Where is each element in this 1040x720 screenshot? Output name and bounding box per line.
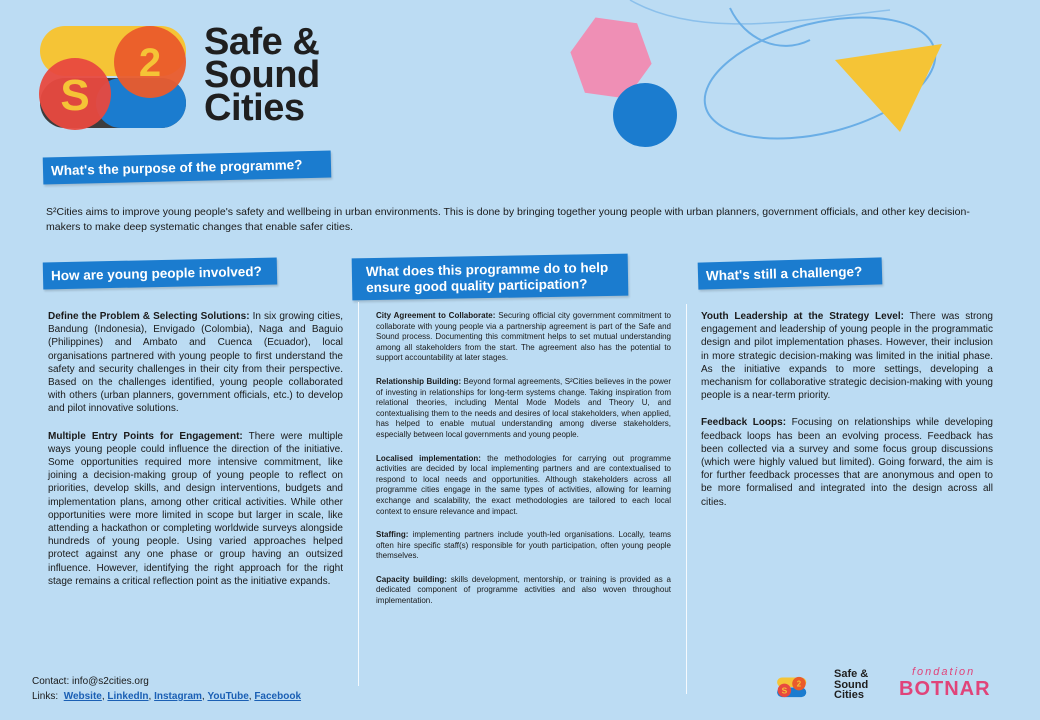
involved-heading: How are young people involved?	[43, 258, 278, 290]
quality-paragraph	[376, 575, 671, 607]
challenge-paragraph	[701, 310, 993, 402]
decorative-shapes	[540, 0, 1010, 160]
links-row	[32, 689, 301, 704]
paragraph-heading: Define the Problem & Selecting Solutions:	[48, 311, 250, 322]
footer-logo-line-2: Sound	[834, 678, 869, 691]
link-youtube[interactable]: YouTube	[207, 691, 249, 702]
purpose-text: S²Cities aims to improve young people's safety and wellbeing in urban environments. This is done by bringing together young people with urban planners, government officials, and other key decision-makers to make deep systematic changes that enable safer cities.	[46, 206, 970, 233]
footer-logo-line-3: Cities	[834, 689, 864, 701]
paragraph-heading: Relationship Building:	[376, 376, 462, 386]
logo-2-glyph: 2	[138, 41, 162, 85]
contact-email: Contact: info@s2cities.org	[32, 676, 149, 687]
logo-s-glyph: S	[60, 71, 90, 120]
quality-paragraph	[376, 377, 671, 441]
quality-heading: What does this programme do to help ensure good quality participation?	[352, 254, 629, 301]
quality-paragraph	[376, 530, 671, 562]
link-linkedin[interactable]: LinkedIn	[107, 691, 149, 702]
s2cities-logo-mark	[38, 22, 188, 132]
logo-line-1: Safe &	[204, 21, 320, 63]
blue-circle	[613, 83, 677, 147]
link-instagram[interactable]: Instagram	[154, 691, 202, 702]
paragraph-body: There was strong engagement and leadership of young people in the programmatic design and pilot implementation phases. However, their inclusion in more strategic decision-making was limited in the initial phase. As the initiative expands to more settings, developing a mechanism for collaborative strategic decision-making with young people is a near-term priority.	[701, 311, 993, 402]
yellow-triangle	[835, 44, 942, 132]
links-label: Links:	[32, 691, 59, 702]
quality-column	[376, 311, 671, 620]
botnar-logo: BOTNAR	[899, 678, 991, 700]
logo-line-3: Cities	[204, 87, 305, 129]
paragraph-body: implementing partners include youth-led organisations. Locally, teams often hire specific staff(s) responsible for youth participation, often young people themselves.	[376, 530, 671, 561]
column-divider	[358, 302, 359, 686]
paragraph-body: skills development, mentorship, or training is provided as a dedicated component of programme activities and also woven throughout implementation.	[376, 574, 671, 606]
link-separator: ,	[101, 691, 105, 702]
footer-s2cities-logo-mark	[776, 667, 832, 707]
paragraph-body: There were multiple ways young people could influence the direction of the initiative. Some opportunities required more intensive commitment, like joining a decision-making group of young people to reflect on priorities, develop skills, and design interventions, budgets and implementation plans, among other critical activities. While other opportunities were more limited in scope but larger in scale, like attending a hackathon or completing worldwide surveys alongside hundreds of young people. Using varied approaches helped protect against any one phase or group having an outsized influence. However, identifying the right approach for the right stage remains a critical reflection point as the initiative expands.	[48, 430, 343, 587]
paragraph-body: Beyond formal agreements, S²Cities believes in the power of investing in relationships for long-term systems change. Taking inspiration from relational theories, including Mental Mode Models and Theory U, and contextualising them to the needs and desires of local stakeholders, when applied, has helped to enable mutual understanding among diverse stakeholders, especially between local governments and young people.	[376, 376, 671, 439]
challenge-heading: What's still a challenge?	[698, 257, 883, 289]
involved-paragraph	[48, 430, 343, 588]
column-divider	[686, 304, 687, 694]
quality-paragraph	[376, 311, 671, 364]
logo-line-2: Sound	[204, 54, 320, 96]
paragraph-body: the methodologies for carrying out programme activities are decided by local implementing partners and are contextualised to respond to local needs and opportunities. Although stakeholders across all programme cities engage in the same types of activities, allowing for learning exchange and scalability, the exact methodologies are tailored to each local context to ensure relevance and impact.	[376, 453, 671, 516]
link-website[interactable]: Website	[63, 691, 102, 702]
paragraph-heading: City Agreement to Collaborate:	[376, 311, 496, 320]
footer-logo-s-glyph: S	[781, 685, 788, 696]
link-separator: ,	[248, 691, 252, 702]
quality-paragraph	[376, 454, 671, 518]
footer-logo-2-glyph: 2	[796, 679, 802, 689]
link-separator: ,	[148, 691, 152, 702]
paragraph-heading: Youth Leadership at the Strategy Level:	[701, 311, 904, 322]
challenge-paragraph	[701, 416, 993, 508]
footer-s2cities-wordmark	[834, 669, 868, 701]
paragraph-heading: Capacity building:	[376, 574, 447, 584]
challenge-column	[701, 310, 993, 523]
paragraph-heading: Localised implementation:	[376, 453, 481, 463]
paragraph-body: Focusing on relationships while developing feedback loops has been an evolving process. Feedback has been collected via a survey and some focus group discussions (which were highly valued but limited). Going forward, the aim is for further feedback processes that are anonymous and open to be more formalised and integrated into the design across all cities.	[701, 417, 993, 508]
footer-logo-line-1: Safe &	[834, 668, 869, 680]
contact-block	[32, 674, 301, 704]
logo-wordmark	[204, 21, 320, 129]
involved-column	[48, 310, 343, 602]
paragraph-heading: Staffing:	[376, 530, 409, 540]
paragraph-body: Securing official city government commitment to collaborate with young people via a partnership agreement is part of the Safe and Sound process. Documenting this commitment helps to set mutual understanding among all stakeholders from the start. The agreement also has the potential to support accountability at later stages.	[376, 311, 672, 363]
involved-paragraph	[48, 310, 343, 416]
link-separator: ,	[201, 691, 205, 702]
paragraph-heading: Feedback Loops:	[701, 417, 787, 429]
paragraph-heading: Multiple Entry Points for Engagement:	[48, 430, 243, 442]
botnar-fondation-text: fondation	[912, 666, 976, 678]
link-facebook[interactable]: Facebook	[254, 691, 302, 702]
paragraph-body: In six growing cities, Bandung (Indonesia), Envigado (Colombia), Naga and Baguio (Philippines) and Ambato and Cuenca (Ecuador), local organisations partnered with young people to first understand the safety and security challenges in their city from their perspective. Based on the challenges identified, young people collaborated with others (urban planners, government officials, etc.) to develop and pilot innovative solutions.	[48, 311, 343, 415]
purpose-heading: What's the purpose of the programme?	[43, 150, 332, 184]
